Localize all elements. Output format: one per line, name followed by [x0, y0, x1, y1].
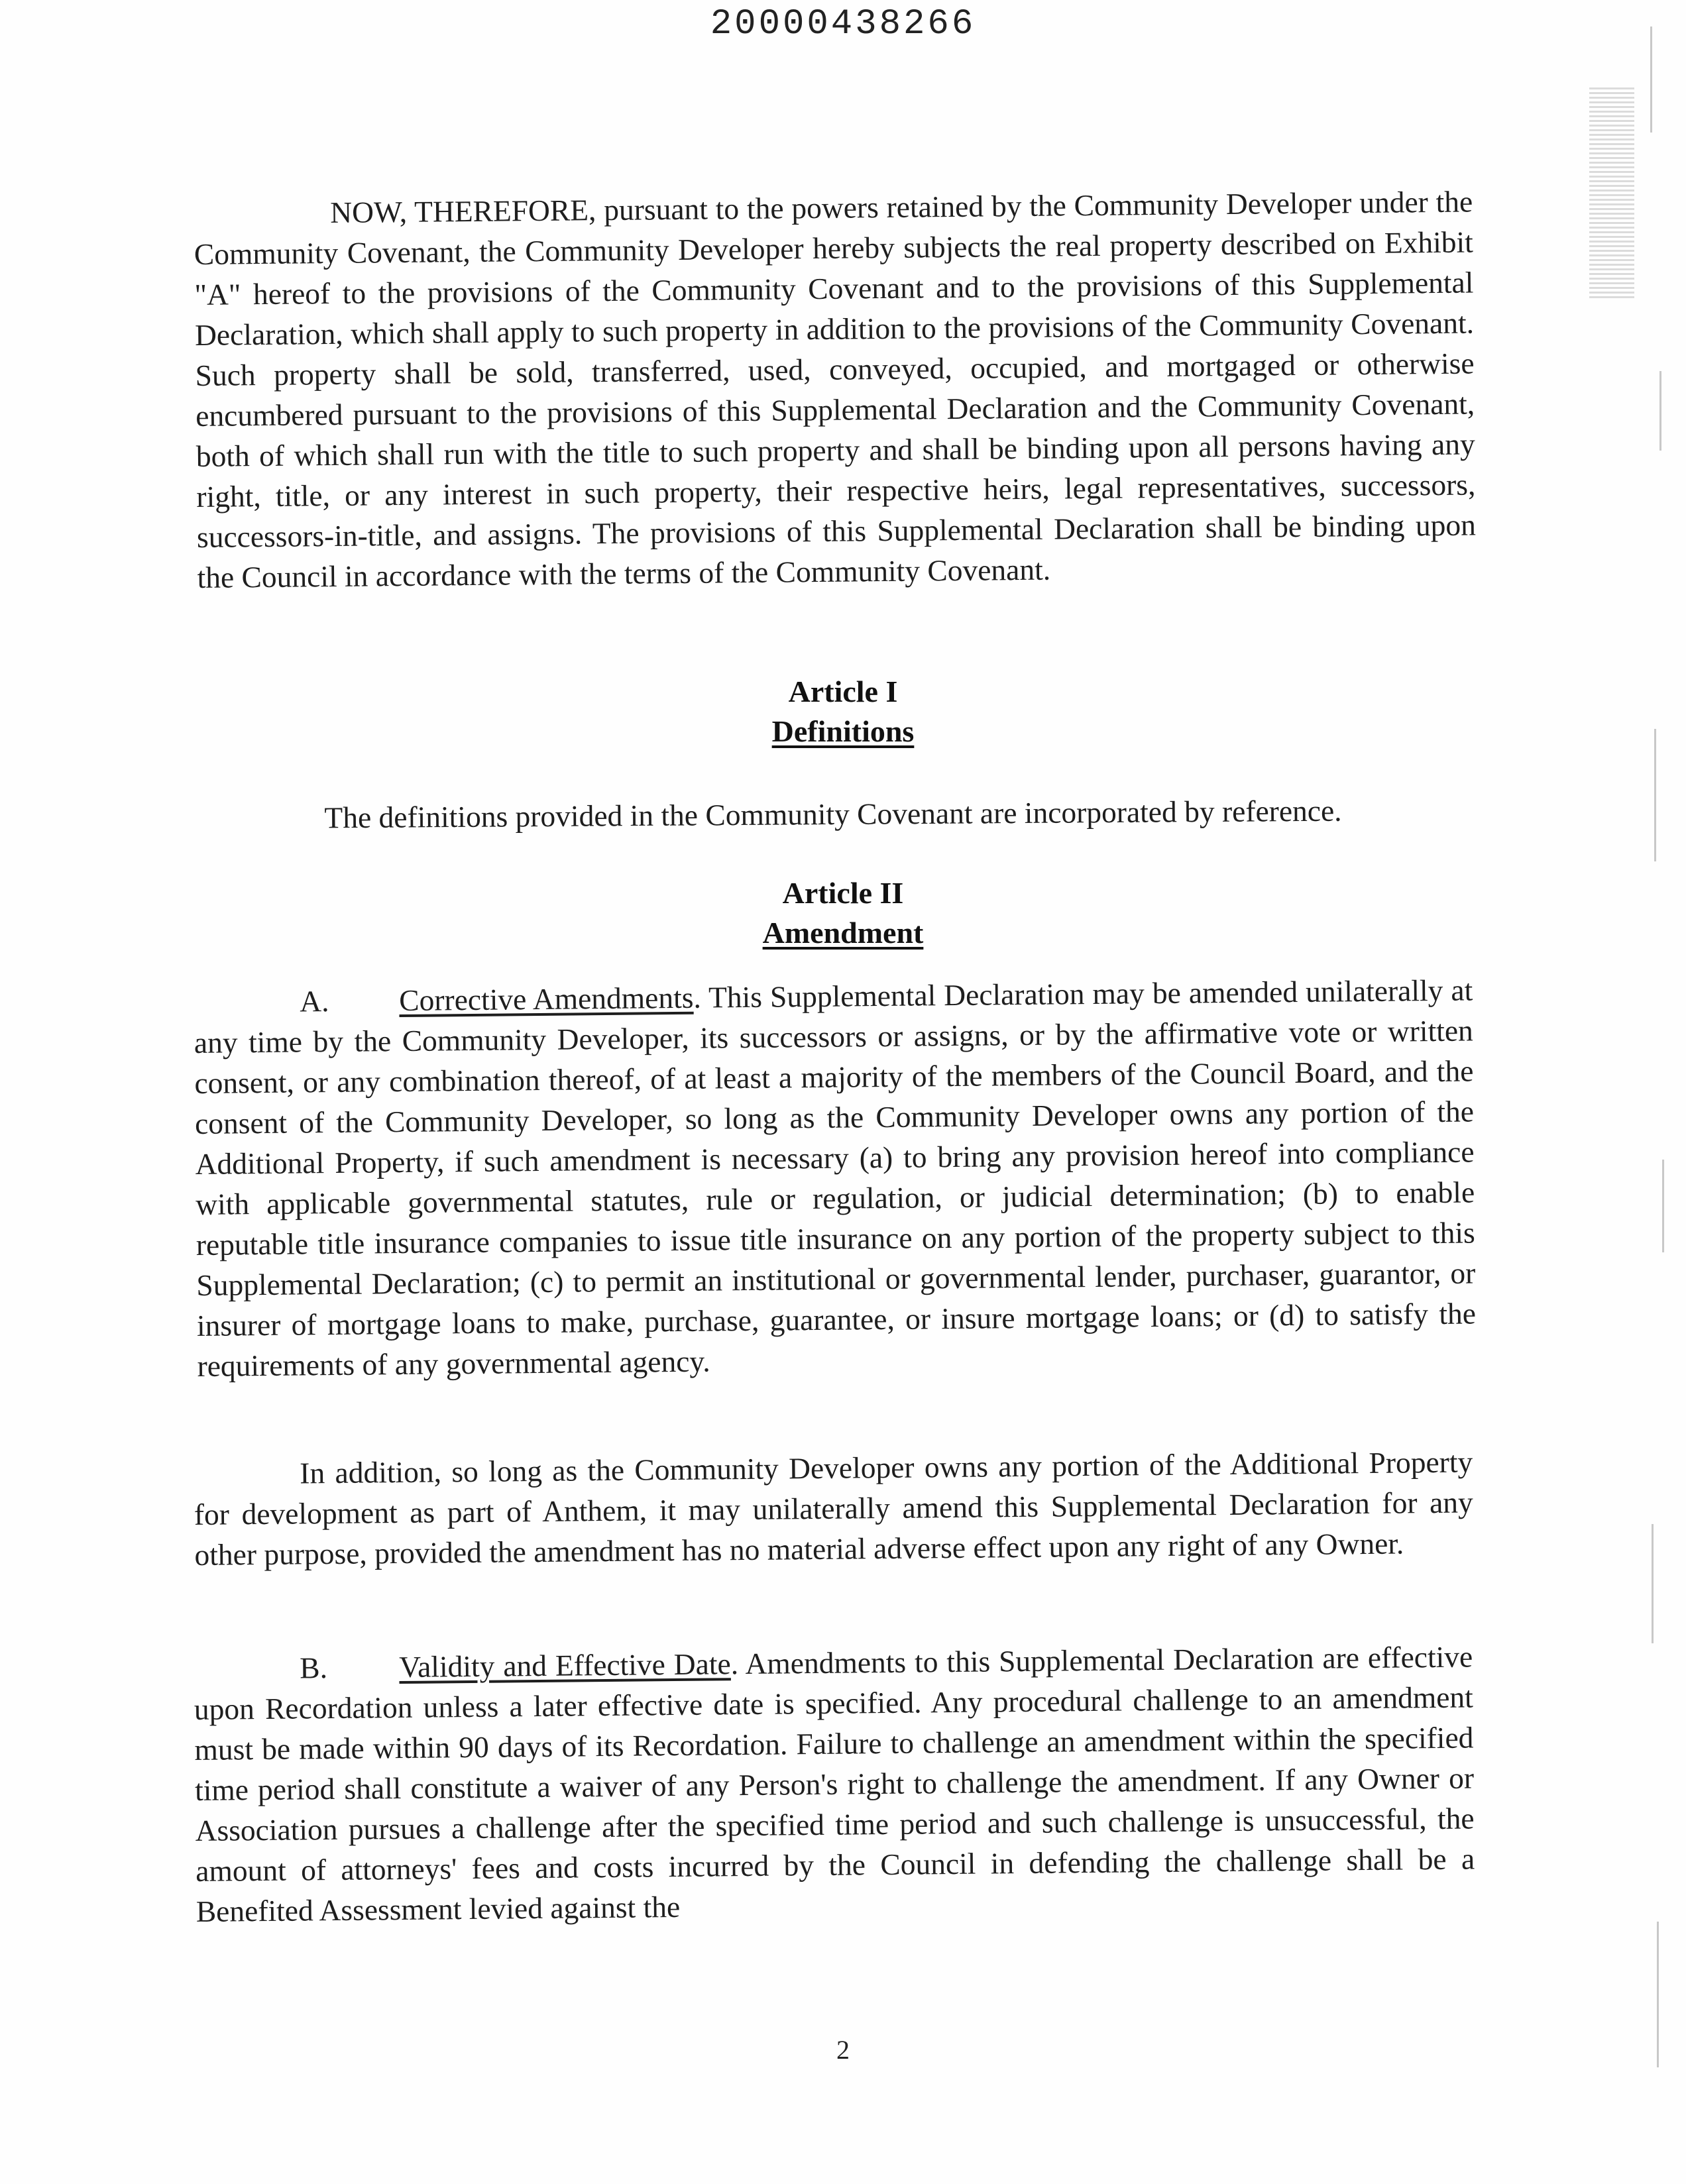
article-1-heading	[0, 672, 1686, 751]
section-a-continuation	[194, 1441, 1474, 1575]
page-number: 2	[836, 2035, 850, 2065]
section-a-continuation-text: In addition, so long as the Community Developer owns any portion of the Additional Property for development as part of Anthem, it may unilaterally amend this Supplemental Declaration for any other purpose, provided the amendment has no material adverse effect upon any right of any Owner.	[194, 1445, 1474, 1572]
intro-paragraph	[194, 181, 1477, 597]
intro-paragraph-text: NOW, THEREFORE, pursuant to the powers retained by the Community Developer under the Community Covenant, the Community Developer hereby subjects the real property described on Exhibit "A" hereof to the provisions of the Community Covenant and to the provisions of this Supplemental Declaration, which shall apply to such property in addition to the provisions of the Community Covenant. Such property shall be sold, transferred, used, conveyed, occupied, and mortgaged or otherwise encumbered pursuant to the provisions of this Supplemental Declaration and the Community Covenant, both of which shall run with the title to such property and shall be binding upon all persons having any right, title, or any interest in such property, their respective heirs, legal representatives, successors, successors-in-title, and assigns. The provisions of this Supplemental Declaration shall be binding upon the Council in accordance with the terms of the Community Covenant.	[194, 184, 1477, 594]
article-2-title: Amendment	[762, 916, 924, 950]
section-a-title: Corrective Amendments	[399, 980, 694, 1018]
article-1-number: Article I	[788, 675, 898, 708]
scan-margin-artifacts	[1637, 0, 1683, 2184]
section-b-text: . Amendments to this Supplemental Declaration are effective upon Recordation unless a later effective date is specified. Any procedural challenge to an amendment must be made within 90 days of its Recordation. Failure to challenge an amendment within the specified time period shall constitute a waiver of any Person's right to challenge the amendment. If any Owner or Association pursues a challenge after the specified time period and such challenge is unsuccessful, the amount of attorneys' fees and costs incurred by the Council in defending the challenge shall be a Benefited Assessment levied against the	[194, 1639, 1475, 1928]
article-1-title: Definitions	[771, 714, 915, 748]
section-b-title: Validity and Effective Date	[399, 1647, 731, 1684]
section-a-paragraph	[194, 969, 1477, 1386]
definitions-paragraph: The definitions provided in the Community Covenant are incorporated by reference.	[324, 793, 1342, 835]
section-b-paragraph	[194, 1636, 1475, 1932]
article-2-heading	[0, 873, 1686, 953]
section-b-label: B.	[300, 1651, 328, 1685]
section-a-label: A.	[300, 984, 329, 1018]
recording-number: 20000438266	[710, 4, 976, 44]
section-a-text: . This Supplemental Declaration may be amended unilaterally at any time by the Community Developer, its successors or assigns, or by the affirmative vote or written consent, or any combination thereof, of at least a majority of the members of the Council Board, and the consent of the Community Developer, so long as the Community Developer owns any portion of the Additional Property, if such amendment is necessary (a) to bring any provision hereof into compliance with applicable governmental statutes, rule or regulation, or judicial determination; (b) to enable reputable title insurance companies to issue title insurance on any portion of the property subject to this Supplemental Declaration; (c) to permit an institutional or governmental lender, purchaser, guarantor, or insurer of mortgage loans to make, purchase, guarantee, or insure mortgage loans; or (d) to satisfy the requirements of any governmental agency.	[194, 973, 1477, 1383]
article-2-number: Article II	[782, 876, 904, 910]
margin-stamp	[1589, 86, 1634, 298]
